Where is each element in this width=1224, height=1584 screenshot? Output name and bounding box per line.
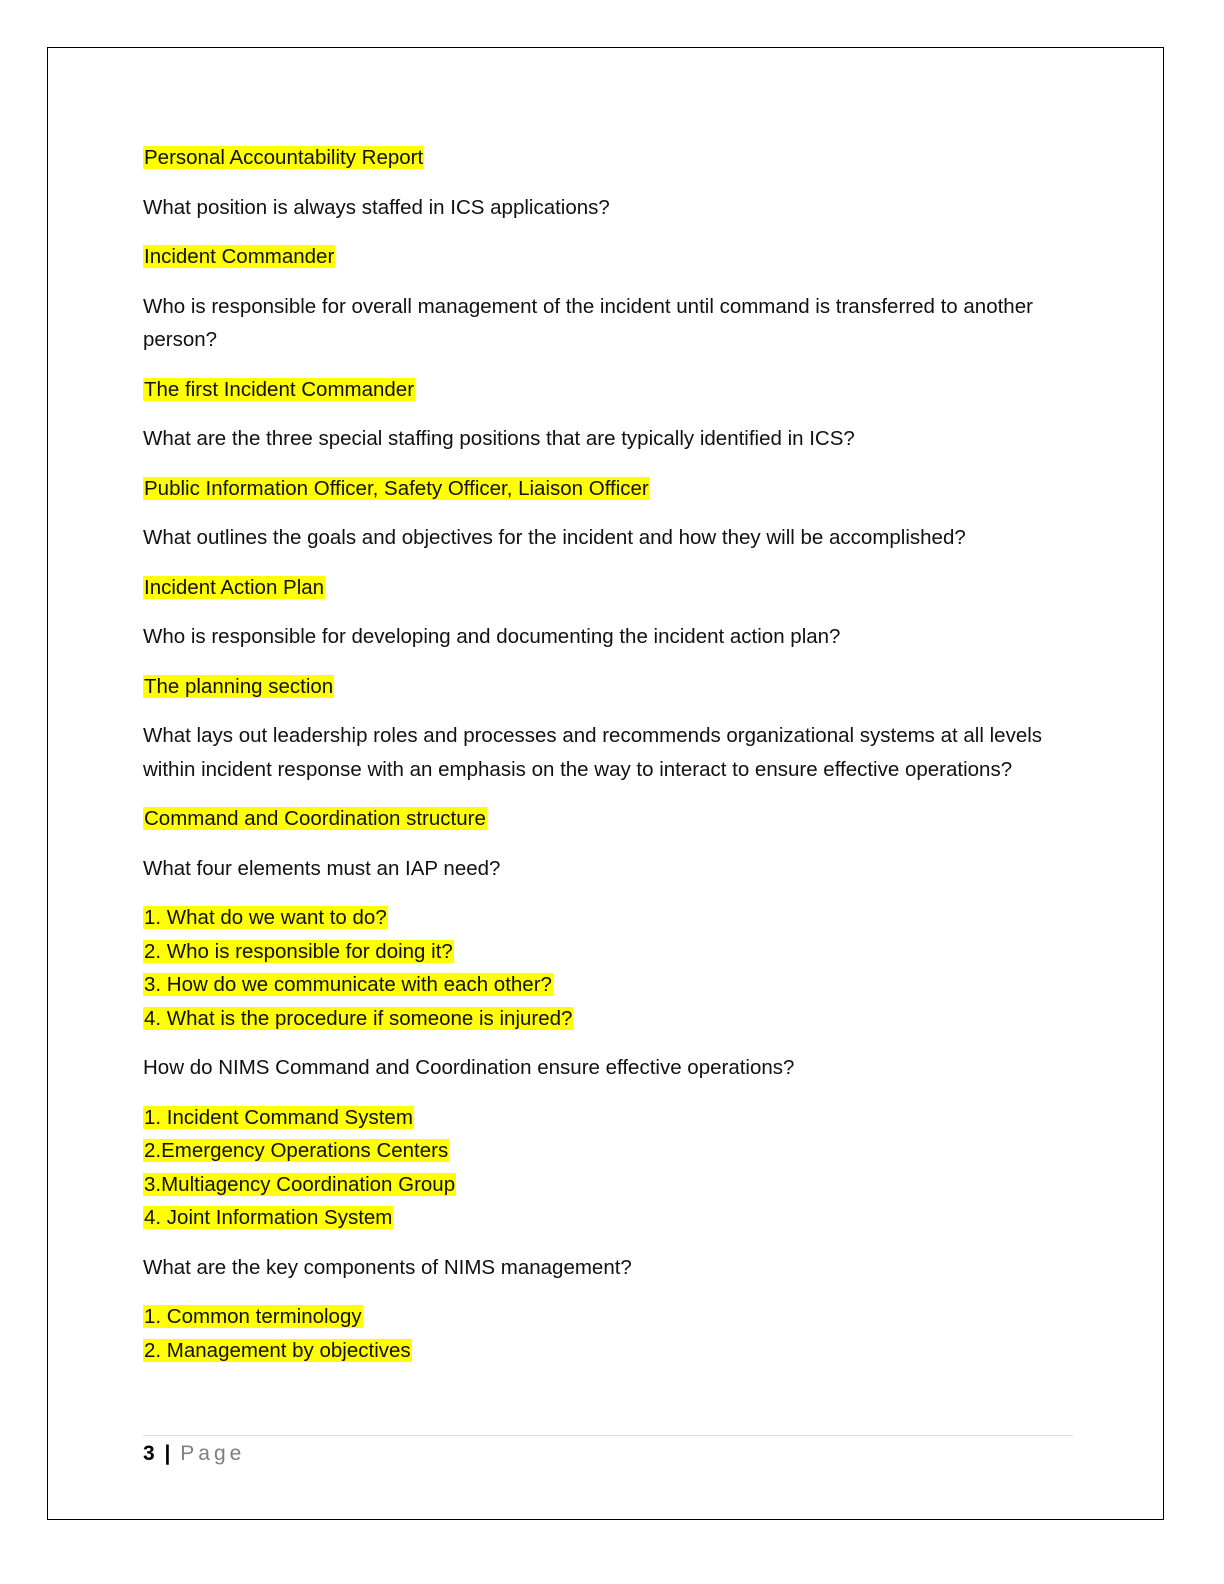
question-text: What are the three special staffing positions that are typically identified in ICS? bbox=[143, 427, 855, 450]
list-item: 4. What is the procedure if someone is injured? bbox=[144, 1006, 573, 1030]
question-text: How do NIMS Command and Coordination ensure effective operations? bbox=[143, 1056, 795, 1079]
answer-text: Incident Commander bbox=[144, 245, 335, 268]
list-item: 4. Joint Information System bbox=[144, 1206, 393, 1229]
question-text: What position is always staffed in ICS applications? bbox=[143, 195, 610, 219]
list-item: 3. How do we communicate with each other? bbox=[144, 973, 552, 996]
answer-text: Public Information Officer, Safety Officer, Liaison Officer bbox=[144, 476, 649, 500]
answer-list bbox=[143, 1101, 1073, 1235]
answer-list bbox=[143, 1300, 1073, 1367]
footer-divider bbox=[143, 1435, 1073, 1436]
list-item: 1. Incident Command System bbox=[144, 1105, 413, 1129]
list-item: 1. Common terminology bbox=[144, 1305, 362, 1328]
answer-text: Incident Action Plan bbox=[144, 575, 325, 599]
document-body bbox=[143, 141, 1073, 1383]
question-text: Who is responsible for developing and documenting the incident action plan? bbox=[143, 625, 841, 648]
question-text: What four elements must an IAP need? bbox=[143, 856, 501, 880]
answer-text: Personal Accountability Report bbox=[144, 146, 424, 169]
answer-list bbox=[143, 901, 1073, 1035]
page-number: 3 bbox=[143, 1442, 155, 1465]
page-label: Page bbox=[180, 1442, 246, 1465]
list-item: 2. Management by objectives bbox=[144, 1338, 411, 1362]
answer-text: Command and Coordination structure bbox=[144, 807, 486, 830]
list-item: 2. Who is responsible for doing it? bbox=[144, 939, 453, 963]
question-text: Who is responsible for overall management of the incident until command is transferred to another person? bbox=[143, 294, 1033, 351]
answer-text: The planning section bbox=[144, 674, 334, 698]
question-text: What are the key components of NIMS management? bbox=[143, 1255, 632, 1279]
list-item: 2.Emergency Operations Centers bbox=[144, 1139, 449, 1162]
footer-separator: | bbox=[164, 1442, 171, 1465]
list-item: 1. What do we want to do? bbox=[144, 906, 387, 929]
question-text: What lays out leadership roles and processes and recommends organizational systems at all levels within incident response with an emphasis on the way to interact to ensure effective operations? bbox=[143, 724, 1043, 781]
answer-text: The first Incident Commander bbox=[144, 377, 415, 401]
question-text: What outlines the goals and objectives for the incident and how they will be accomplished? bbox=[143, 526, 966, 549]
list-item: 3.Multiagency Coordination Group bbox=[144, 1172, 456, 1196]
page-footer bbox=[143, 1440, 245, 1468]
